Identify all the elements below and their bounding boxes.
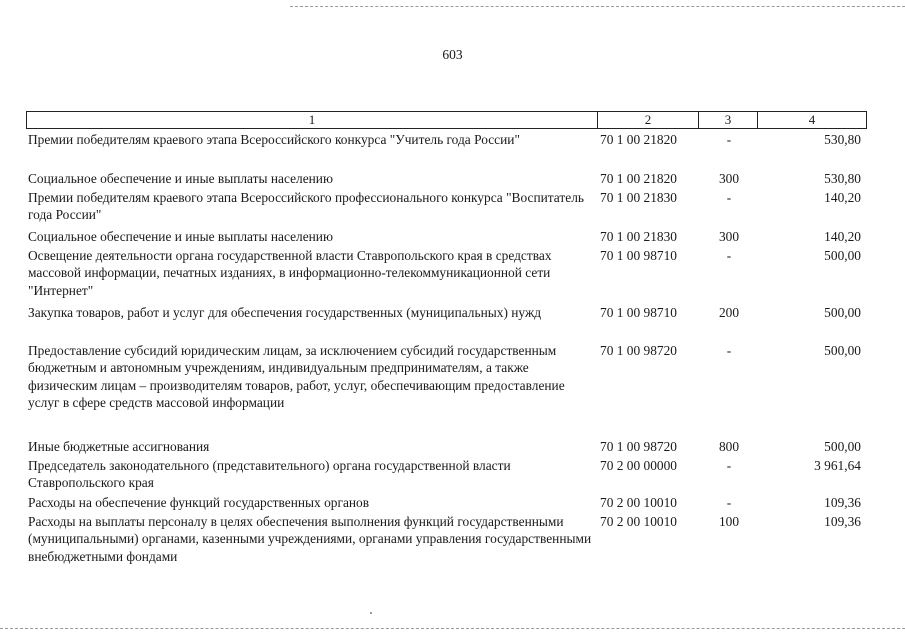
row-amount: 530,80 bbox=[824, 171, 861, 186]
row-name: Расходы на обеспечение функций государственных органов bbox=[28, 495, 370, 510]
row-code: 70 1 00 98720 bbox=[600, 343, 677, 358]
row-name: Иные бюджетные ассигнования bbox=[28, 439, 210, 454]
row-code: 70 1 00 21820 bbox=[600, 132, 677, 147]
row-type: 800 bbox=[718, 439, 740, 454]
row-code: 70 1 00 98710 bbox=[600, 248, 677, 263]
row-type: 300 bbox=[718, 171, 740, 186]
row-type: 200 bbox=[718, 305, 740, 320]
header-col-3: 3 bbox=[698, 111, 758, 129]
row-amount: 109,36 bbox=[824, 495, 861, 510]
row-type: - bbox=[726, 458, 732, 473]
row-amount: 500,00 bbox=[824, 248, 861, 263]
scan-edge-bottom bbox=[0, 628, 905, 629]
row-type: - bbox=[726, 495, 732, 510]
row-name: Социальное обеспечение и иные выплаты населению bbox=[28, 229, 333, 244]
row-code: 70 1 00 98720 bbox=[600, 439, 677, 454]
header-col-2: 2 bbox=[597, 111, 699, 129]
row-amount: 109,36 bbox=[824, 514, 861, 529]
row-code: 70 1 00 98710 bbox=[600, 305, 677, 320]
row-name: Предоставление субсидий юридическим лицам, за исключением субсидий государственным бюджетным и автономным учреждениям, индивидуальным предпринимателям, а также физическим лицам – производителям товаров, работ, услуг, обеспечивающим предоставление услуг в сфере средств массовой информации bbox=[28, 343, 565, 411]
row-amount: 530,80 bbox=[824, 132, 861, 147]
scan-edge-top bbox=[290, 6, 905, 7]
row-code: 70 1 00 21830 bbox=[600, 190, 677, 205]
row-name: Премии победителям краевого этапа Всероссийского конкурса "Учитель года России" bbox=[28, 132, 520, 147]
row-amount: 140,20 bbox=[824, 190, 861, 205]
scan-speck bbox=[370, 612, 372, 614]
row-amount: 500,00 bbox=[824, 343, 861, 358]
row-name: Расходы на выплаты персоналу в целях обеспечения выполнения функций государственными (муниципальными) органами, казенными учреждениями, органами управления государственными внебюджетными фондами bbox=[28, 514, 592, 564]
row-name: Премии победителям краевого этапа Всероссийского профессионального конкурса "Воспитатель года России" bbox=[28, 190, 584, 223]
row-amount: 500,00 bbox=[824, 439, 861, 454]
row-name: Председатель законодательного (представительного) органа государственной власти Ставропольского края bbox=[28, 458, 511, 491]
header-col-4: 4 bbox=[757, 111, 867, 129]
row-type: - bbox=[726, 132, 732, 147]
row-type: - bbox=[726, 190, 732, 205]
row-type: 300 bbox=[718, 229, 740, 244]
row-type: 100 bbox=[718, 514, 740, 529]
header-col-1: 1 bbox=[26, 111, 598, 129]
row-amount: 140,20 bbox=[824, 229, 861, 244]
row-code: 70 2 00 10010 bbox=[600, 514, 677, 529]
row-amount: 500,00 bbox=[824, 305, 861, 320]
row-name: Закупка товаров, работ и услуг для обеспечения государственных (муниципальных) нужд bbox=[28, 305, 542, 320]
row-name: Социальное обеспечение и иные выплаты населению bbox=[28, 171, 333, 186]
row-name: Освещение деятельности органа государственной власти Ставропольского края в средствах массовой информации, печатных изданиях, в информационно-телекоммуникационной сети "Интернет" bbox=[28, 248, 552, 298]
row-type: - bbox=[726, 343, 732, 358]
row-type: - bbox=[726, 248, 732, 263]
page-number: 603 bbox=[442, 47, 463, 62]
row-code: 70 2 00 10010 bbox=[600, 495, 677, 510]
row-amount: 3 961,64 bbox=[814, 458, 861, 473]
row-code: 70 2 00 00000 bbox=[600, 458, 677, 473]
row-code: 70 1 00 21820 bbox=[600, 171, 677, 186]
row-code: 70 1 00 21830 bbox=[600, 229, 677, 244]
